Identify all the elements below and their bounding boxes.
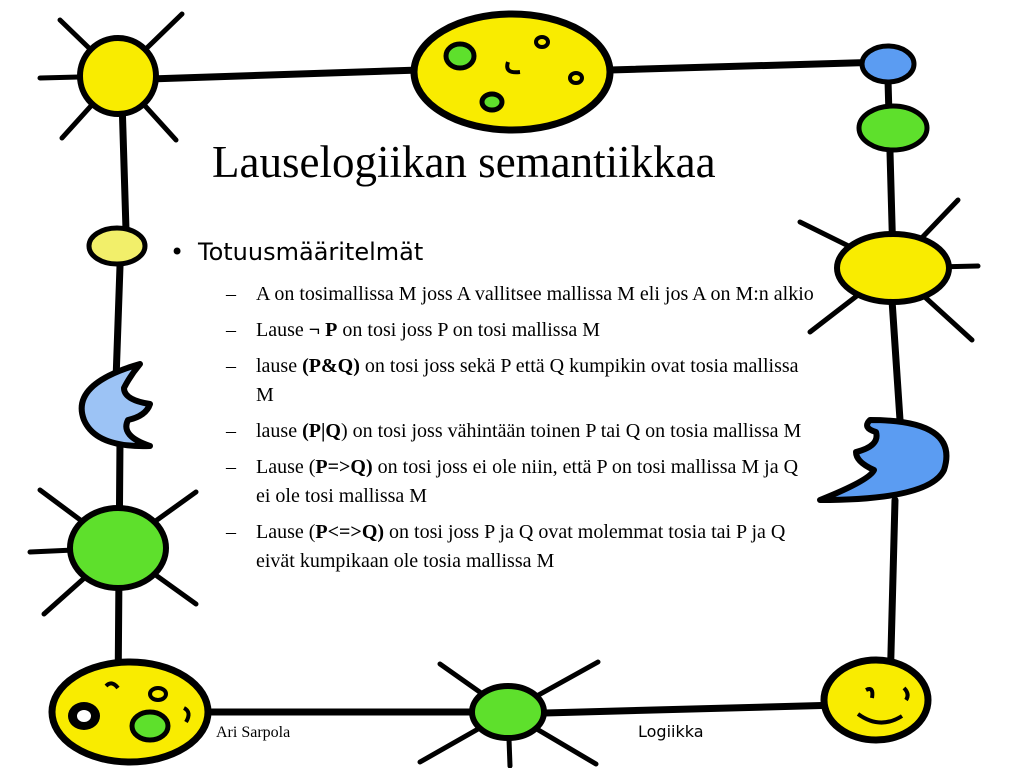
dash-icon: – [226, 283, 236, 305]
item-formula: (P|Q [302, 420, 341, 442]
item-text: A on tosimallissa M joss A vallitsee mallissa M eli jos A on M:n alkio [256, 283, 814, 305]
footer-course: Logiikka [638, 722, 704, 741]
list-item [226, 518, 816, 576]
item-text: on tosi joss ei ole niin, että P on tosi mallissa M ja Q ei ole tosi mallissa M [256, 456, 799, 507]
dash-icon: – [226, 355, 236, 377]
list-item [226, 280, 816, 309]
pale-circle-icon [89, 228, 145, 264]
dash-icon: – [226, 521, 236, 543]
item-text: Lause ( [256, 456, 316, 478]
moon-face-icon [52, 662, 208, 762]
crescent-moon-icon [82, 364, 150, 446]
list-item [226, 316, 816, 345]
list-item [226, 417, 816, 446]
slide-title: Lauselogiikan semantiikkaa [212, 137, 716, 187]
item-formula: P=>Q) [315, 456, 373, 478]
item-text: lause [256, 420, 303, 442]
list-item [226, 352, 816, 410]
item-formula: (P&Q) [302, 355, 360, 377]
crescent-moon-icon [820, 420, 946, 500]
dash-icon: – [226, 319, 236, 341]
sub-bullet-list [226, 280, 816, 583]
item-text: on tosi joss P on tosi mallissa M [337, 319, 601, 341]
dash-icon: – [226, 456, 236, 478]
item-formula: P<=>Q) [315, 521, 385, 543]
dash-icon: – [226, 420, 236, 442]
item-text: on tosi joss sekä P että Q kumpikin ovat tosia mallissa M [256, 355, 799, 406]
main-bullet-text: Totuusmääritelmät [198, 238, 424, 266]
bullet-dot-icon: • [170, 238, 185, 266]
green-circle-icon [859, 106, 927, 150]
sun-icon [30, 490, 196, 614]
item-text: Lause [256, 319, 309, 341]
moon-face-icon [414, 14, 610, 130]
item-text: on tosi joss P ja Q ovat molemmat tosia tai P ja Q eivät kumpikaan ole tosia mallissa M [256, 521, 786, 572]
footer-author: Ari Sarpola [216, 724, 291, 741]
item-formula: ¬ P [308, 319, 338, 341]
moon-face-icon [824, 660, 928, 740]
blue-circle-icon [862, 46, 914, 82]
item-text: Lause ( [256, 521, 316, 543]
main-bullet [170, 238, 423, 266]
list-item [226, 453, 816, 511]
item-text: lause [256, 355, 303, 377]
item-text: ) on tosi joss vähintään toinen P tai Q on tosia mallissa M [340, 420, 802, 442]
